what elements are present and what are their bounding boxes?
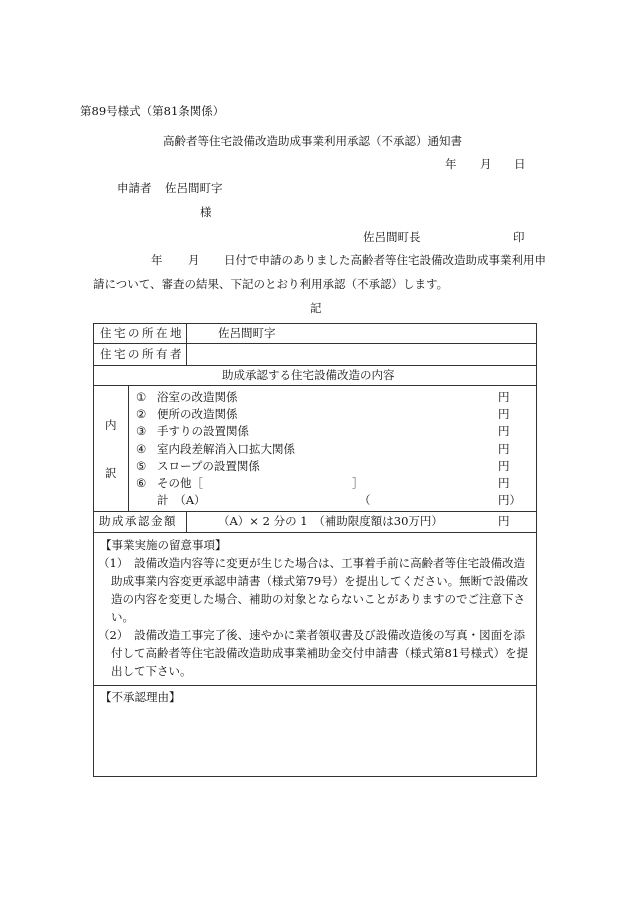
item-number: ②: [136, 407, 147, 421]
total-label: 計 （A）: [157, 493, 206, 507]
body-year: 年: [151, 253, 163, 267]
item-number: ⑥: [136, 476, 147, 490]
form-number: 第89号様式（第81条関係）: [80, 104, 225, 118]
body-line-1: 日付で申請のありました高齢者等住宅設備改造助成事業利用申: [224, 253, 546, 267]
seal-mark: 印: [513, 230, 525, 244]
breakdown-divider: [128, 385, 129, 511]
row-divider: [94, 365, 536, 366]
date-month: 月: [480, 157, 492, 171]
item-label: その他［: [157, 476, 203, 490]
label-divider: [186, 511, 187, 532]
location-label: 住宅の所在地: [100, 326, 184, 340]
item-unit: 円: [498, 424, 510, 438]
note-line: 出して下さい。: [111, 664, 192, 678]
item-unit: 円: [498, 459, 510, 473]
item-unit: 円: [498, 442, 510, 456]
total-unit: 円）: [498, 493, 521, 507]
breakdown-label-wake: 訳: [105, 466, 117, 480]
row-divider: [94, 385, 536, 386]
body-month: 月: [188, 253, 200, 267]
row-divider: [94, 343, 536, 344]
row-divider: [94, 532, 536, 533]
total-paren-open: （: [359, 493, 371, 507]
row-divider: [94, 511, 536, 512]
note-line: 造の内容を変更した場合、補助の対象とならないことがありますのでご注意下さ: [111, 592, 525, 606]
item-bracket-close: ］: [352, 476, 364, 490]
applicant-label: 申請者: [117, 181, 152, 195]
note-line: 付して高齢者等住宅設備改造助成事業補助金交付申請書（様式第81号様式）を提: [111, 646, 529, 660]
owner-label: 住宅の所有者: [100, 347, 184, 361]
item-label: スロープの設置関係: [157, 459, 260, 473]
item-label: 浴室の改造関係: [157, 390, 238, 404]
label-divider: [186, 324, 187, 365]
applicant-honorific: 様: [200, 205, 212, 219]
item-number: ④: [136, 442, 147, 456]
item-number: ⑤: [136, 459, 147, 473]
disapproval-header: 【不承認理由】: [100, 690, 181, 704]
issuer-name: 佐呂間町長: [363, 230, 421, 244]
date-day: 日: [514, 157, 526, 171]
row-divider: [94, 685, 536, 686]
body-line-2: 請について、審査の結果、下記のとおり利用承認（不承認）します。: [93, 277, 449, 291]
approved-unit: 円: [498, 514, 510, 528]
note-line: 助成事業内容変更承認申請書（様式第79号）を提出してください。無断で設備改: [111, 574, 529, 588]
location-value: 佐呂間町字: [218, 326, 276, 340]
item-unit: 円: [498, 407, 510, 421]
item-number: ③: [136, 424, 147, 438]
item-label: 室内段差解消入口拡大関係: [157, 442, 295, 456]
note-line: （2） 設備改造工事完了後、速やかに業者領収書及び設備改造後の写真・図面を添: [98, 628, 526, 642]
breakdown-label-uchi: 内: [105, 418, 117, 432]
item-label: 便所の改造関係: [157, 407, 238, 421]
approved-formula: （A）× 2 分の 1 （補助限度額は30万円）: [218, 514, 443, 528]
document-title: 高齢者等住宅設備改造助成事業利用承認（不承認）通知書: [163, 134, 462, 148]
approved-label: 助成承認金額: [99, 514, 177, 528]
ki-heading: 記: [310, 301, 322, 315]
note-line: （1） 設備改造内容等に変更が生じた場合は、工事着手前に高齢者等住宅設備改造: [98, 556, 526, 570]
applicant-address: 佐呂間町字: [165, 181, 223, 195]
item-unit: 円: [498, 476, 510, 490]
form-table: [93, 323, 537, 777]
date-year: 年: [445, 157, 457, 171]
notes-header: 【事業実施の留意事項】: [100, 538, 227, 552]
section-header: 助成承認する住宅設備改造の内容: [222, 368, 395, 382]
item-unit: 円: [498, 390, 510, 404]
note-line: い。: [111, 610, 134, 624]
item-number: ①: [136, 390, 147, 404]
item-label: 手すりの設置関係: [157, 424, 249, 438]
